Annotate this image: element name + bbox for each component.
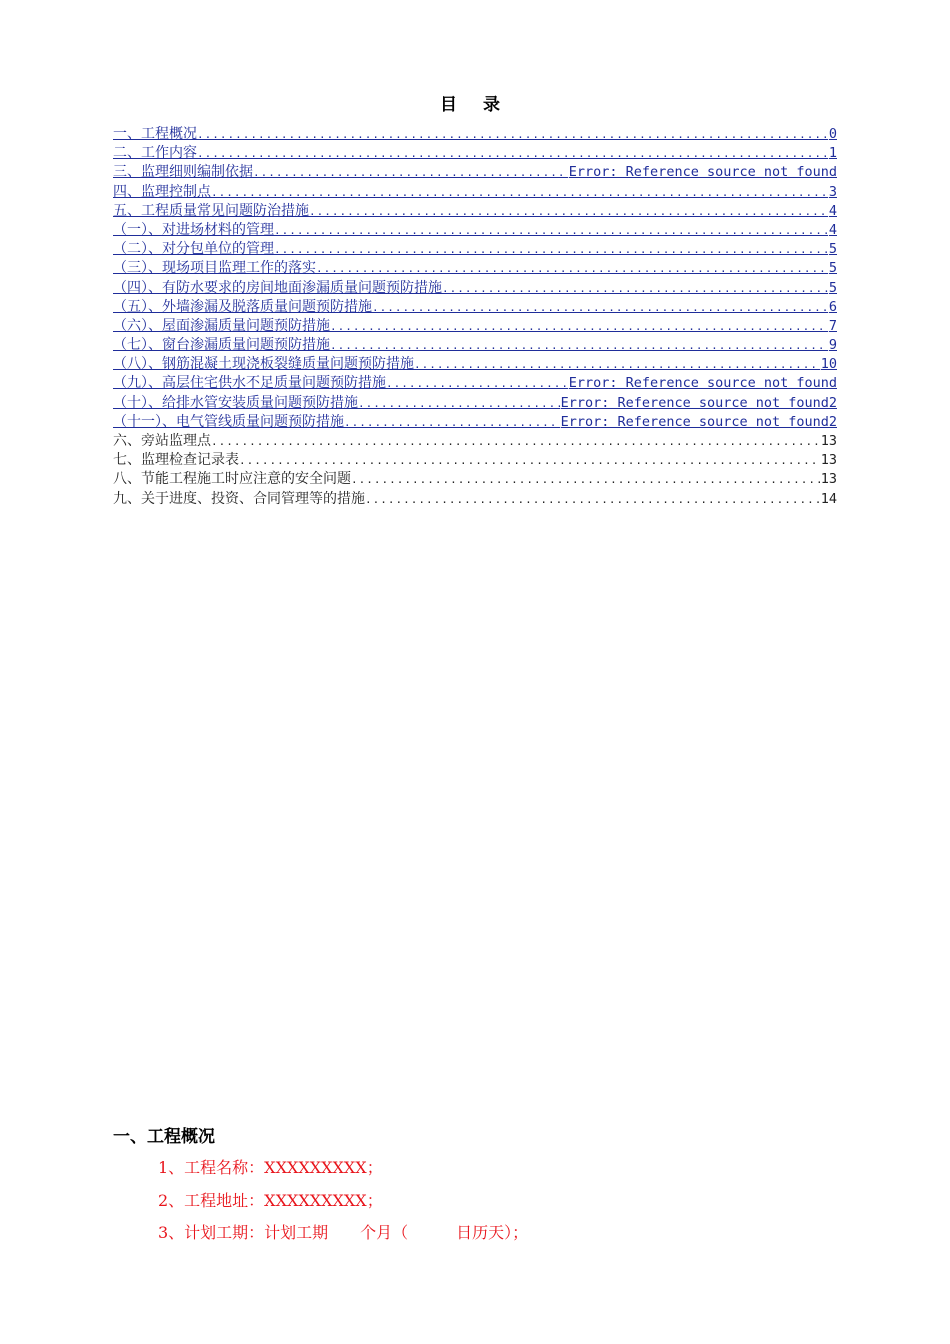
toc-entry-page: 13 <box>820 452 837 469</box>
toc-leader-dots <box>211 432 820 451</box>
toc-entry <box>113 451 837 470</box>
toc-entry-page: 5 <box>828 260 837 277</box>
toc-entry-text: （三）、现场项目监理工作的落实 <box>113 260 316 277</box>
toc-entry-page: 9 <box>828 337 837 354</box>
toc-entry-text: 二、工作内容 <box>113 145 197 162</box>
toc-entry-page: 4 <box>828 202 837 219</box>
toc-entry-text: 九、关于进度、投资、合同管理等的措施 <box>113 490 365 507</box>
toc-entry-text: （六）、屋面渗漏质量问题预防措施 <box>113 317 330 334</box>
toc-entry-page: 5 <box>828 241 837 258</box>
toc-leader-dots <box>351 470 820 489</box>
toc-entry[interactable] <box>113 336 837 355</box>
toc-entry[interactable] <box>113 144 837 163</box>
toc-entry-text: （九）、高层住宅供水不足质量问题预防措施 <box>113 375 386 392</box>
toc-leader-dots <box>344 413 560 432</box>
toc-entry-page: 13 <box>820 471 837 488</box>
toc-entry-text: （八）、钢筋混凝土现浇板裂缝质量问题预防措施 <box>113 356 414 373</box>
toc-entry <box>113 490 837 509</box>
schedule-line: 3、计划工期：计划工期 个月（ 日历天）； <box>158 1223 529 1242</box>
toc-leader-dots <box>365 490 820 509</box>
toc-entry-page: 3 <box>828 183 837 200</box>
toc-leader-dots <box>386 374 568 393</box>
toc-entry-page: 4 <box>828 221 837 238</box>
toc-entry-page: 5 <box>828 279 837 296</box>
toc-leader-dots <box>197 125 828 144</box>
toc-leader-dots <box>414 355 820 374</box>
toc-entry-text: 八、节能工程施工时应注意的安全问题 <box>113 471 351 488</box>
toc-leader-dots <box>358 394 560 413</box>
toc-entry-page: 10 <box>820 356 837 373</box>
toc-entry-text: 六、旁站监理点 <box>113 433 211 449</box>
toc-leader-dots <box>309 202 828 221</box>
toc-entry[interactable] <box>113 317 837 336</box>
toc-title: 目 录 <box>440 95 510 115</box>
toc-leader-dots <box>253 163 568 182</box>
toc-entry-page: 6 <box>828 298 837 315</box>
toc-entry[interactable] <box>113 298 837 317</box>
toc-entry-text: （二）、对分包单位的管理 <box>113 241 274 258</box>
toc-leader-dots <box>330 336 828 355</box>
toc-entry[interactable] <box>113 413 837 432</box>
toc-entry-page: 1 <box>828 145 837 162</box>
toc-entry[interactable] <box>113 374 837 393</box>
toc-leader-dots <box>372 298 828 317</box>
toc-entry[interactable] <box>113 183 837 202</box>
toc-entry[interactable] <box>113 163 837 182</box>
toc-entry-text: 一、工程概况 <box>113 126 197 142</box>
toc-entry[interactable] <box>113 202 837 221</box>
toc-entry-text: （一）、对进场材料的管理 <box>113 221 274 238</box>
section-heading: 一、工程概况 <box>113 1127 215 1147</box>
toc-entry-text: 四、监理控制点 <box>113 183 211 200</box>
toc-entry-page: Error: Reference source not found2 <box>560 413 837 430</box>
toc-leader-dots <box>211 183 828 202</box>
toc-entry-page: 0 <box>828 126 837 142</box>
toc-entry-text: 五、工程质量常见问题防治措施 <box>113 202 309 219</box>
project-address-line: 2、工程地址：XXXXXXXXX； <box>158 1191 383 1210</box>
toc-entry[interactable] <box>113 394 837 413</box>
toc-entry-page: 14 <box>820 490 837 507</box>
toc-leader-dots <box>239 451 820 470</box>
toc-entry[interactable] <box>113 279 837 298</box>
toc-entry-text: （十一）、电气管线质量问题预防措施 <box>113 413 344 430</box>
toc-entry-text: （四）、有防水要求的房间地面渗漏质量问题预防措施 <box>113 279 442 296</box>
toc-entry[interactable] <box>113 355 837 374</box>
toc-entry-text: 三、监理细则编制依据 <box>113 164 253 181</box>
toc-entry <box>113 470 837 489</box>
toc-entry-text: （十）、给排水管安装质量问题预防措施 <box>113 394 358 411</box>
toc-entry-text: （七）、窗台渗漏质量问题预防措施 <box>113 337 330 354</box>
project-name-line: 1、工程名称：XXXXXXXXX； <box>158 1158 383 1177</box>
toc-entry-text: （五）、外墙渗漏及脱落质量问题预防措施 <box>113 298 372 315</box>
toc-leader-dots <box>197 144 828 163</box>
toc-entry[interactable] <box>113 125 837 144</box>
toc-leader-dots <box>442 279 828 298</box>
toc-entry-page: 7 <box>828 317 837 334</box>
toc-entry[interactable] <box>113 240 837 259</box>
toc-leader-dots <box>274 240 828 259</box>
toc-entry-page: Error: Reference source not found <box>568 375 837 392</box>
toc-entry-page: 13 <box>820 433 837 449</box>
toc-leader-dots <box>316 259 828 278</box>
table-of-contents <box>113 125 837 509</box>
toc-entry[interactable] <box>113 221 837 240</box>
toc-entry <box>113 432 837 451</box>
toc-leader-dots <box>330 317 828 336</box>
toc-leader-dots <box>274 221 828 240</box>
toc-entry[interactable] <box>113 259 837 278</box>
toc-entry-text: 七、监理检查记录表 <box>113 452 239 469</box>
toc-entry-page: Error: Reference source not found <box>568 164 837 181</box>
toc-entry-page: Error: Reference source not found2 <box>560 394 837 411</box>
